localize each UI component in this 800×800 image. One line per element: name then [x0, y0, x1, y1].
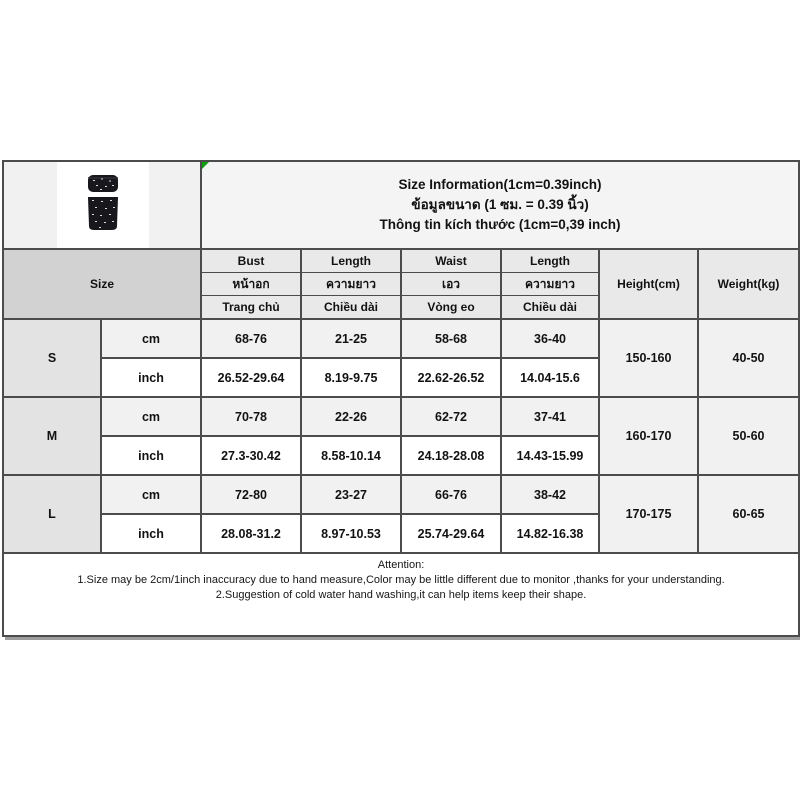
value-m-cm-length2: 37-41 [501, 397, 599, 436]
value-m-cm-bust: 70-78 [201, 397, 301, 436]
value-s-inch-waist: 22.62-26.52 [401, 358, 501, 397]
value-l-inch-bust: 28.08-31.2 [201, 514, 301, 553]
value-l-inch-length2: 14.82-16.38 [501, 514, 599, 553]
value-l-cm-length1: 23-27 [301, 475, 401, 514]
value-s-inch-bust: 26.52-29.64 [201, 358, 301, 397]
unit-label-cm: cm [101, 397, 201, 436]
unit-label-cm: cm [101, 319, 201, 358]
size-s-cm-row [3, 319, 799, 358]
size-m-cm-row [3, 397, 799, 436]
value-s-height: 150-160 [599, 319, 698, 397]
column-header-row-en [3, 249, 799, 273]
product-photo [57, 162, 149, 248]
size-info-line-en: Size Information(1cm=0.39inch) [398, 177, 602, 192]
product-image-cell [3, 161, 201, 249]
value-m-cm-length1: 22-26 [301, 397, 401, 436]
value-l-inch-length1: 8.97-10.53 [301, 514, 401, 553]
col-header-length2-th: ความยาว [501, 273, 599, 296]
attention-row [3, 553, 799, 636]
col-header-height: Height(cm) [599, 249, 698, 319]
size-l-label: L [3, 475, 101, 553]
size-info-line-th: ข้อมูลขนาด (1 ซม. = 0.39 นิ้ว) [411, 197, 589, 212]
unit-label-inch: inch [101, 436, 201, 475]
value-s-inch-length1: 8.19-9.75 [301, 358, 401, 397]
attention-line-1: 1.Size may be 2cm/1inch inaccuracy due to hand measure,Color may be little different due to monitor ,thanks for your understanding. [77, 574, 725, 586]
value-m-weight: 50-60 [698, 397, 799, 475]
value-s-inch-length2: 14.04-15.6 [501, 358, 599, 397]
value-m-inch-waist: 24.18-28.08 [401, 436, 501, 475]
value-m-cm-waist: 62-72 [401, 397, 501, 436]
value-l-weight: 60-65 [698, 475, 799, 553]
col-header-length1-en: Length [301, 249, 401, 273]
value-s-cm-length2: 36-40 [501, 319, 599, 358]
value-l-cm-bust: 72-80 [201, 475, 301, 514]
col-header-bust-th: หน้าอก [201, 273, 301, 296]
value-m-height: 160-170 [599, 397, 698, 475]
attention-title: Attention: [377, 559, 425, 571]
col-header-waist-en: Waist [401, 249, 501, 273]
col-header-bust-en: Bust [201, 249, 301, 273]
value-s-weight: 40-50 [698, 319, 799, 397]
value-l-cm-waist: 66-76 [401, 475, 501, 514]
size-info-header-cell [201, 161, 799, 249]
info-header-row [3, 161, 799, 249]
cell-corner-marker-icon [202, 162, 209, 169]
unit-label-cm: cm [101, 475, 201, 514]
attention-line-2: 2.Suggestion of cold water hand washing,it can help items keep their shape. [215, 589, 587, 601]
col-header-waist-vi: Vòng eo [401, 296, 501, 320]
size-s-label: S [3, 319, 101, 397]
value-l-inch-waist: 25.74-29.64 [401, 514, 501, 553]
value-s-cm-bust: 68-76 [201, 319, 301, 358]
value-m-inch-length2: 14.43-15.99 [501, 436, 599, 475]
col-header-length1-vi: Chiều dài [301, 296, 401, 320]
col-header-weight: Weight(kg) [698, 249, 799, 319]
value-l-cm-length2: 38-42 [501, 475, 599, 514]
value-m-inch-bust: 27.3-30.42 [201, 436, 301, 475]
value-s-cm-length1: 21-25 [301, 319, 401, 358]
value-s-cm-waist: 58-68 [401, 319, 501, 358]
value-m-inch-length1: 8.58-10.14 [301, 436, 401, 475]
size-chart-table [2, 160, 800, 637]
col-header-waist-th: เอว [401, 273, 501, 296]
unit-label-inch: inch [101, 358, 201, 397]
size-info-line-vi: Thông tin kích thước (1cm=0,39 inch) [379, 217, 621, 232]
size-title-cell: Size [3, 249, 201, 319]
value-l-height: 170-175 [599, 475, 698, 553]
size-l-cm-row [3, 475, 799, 514]
col-header-length2-en: Length [501, 249, 599, 273]
product-outfit-illustration [82, 174, 124, 236]
col-header-bust-vi: Trang chủ [201, 296, 301, 320]
col-header-length2-vi: Chiều dài [501, 296, 599, 320]
col-header-length1-th: ความยาว [301, 273, 401, 296]
unit-label-inch: inch [101, 514, 201, 553]
attention-cell [3, 553, 799, 636]
size-m-label: M [3, 397, 101, 475]
